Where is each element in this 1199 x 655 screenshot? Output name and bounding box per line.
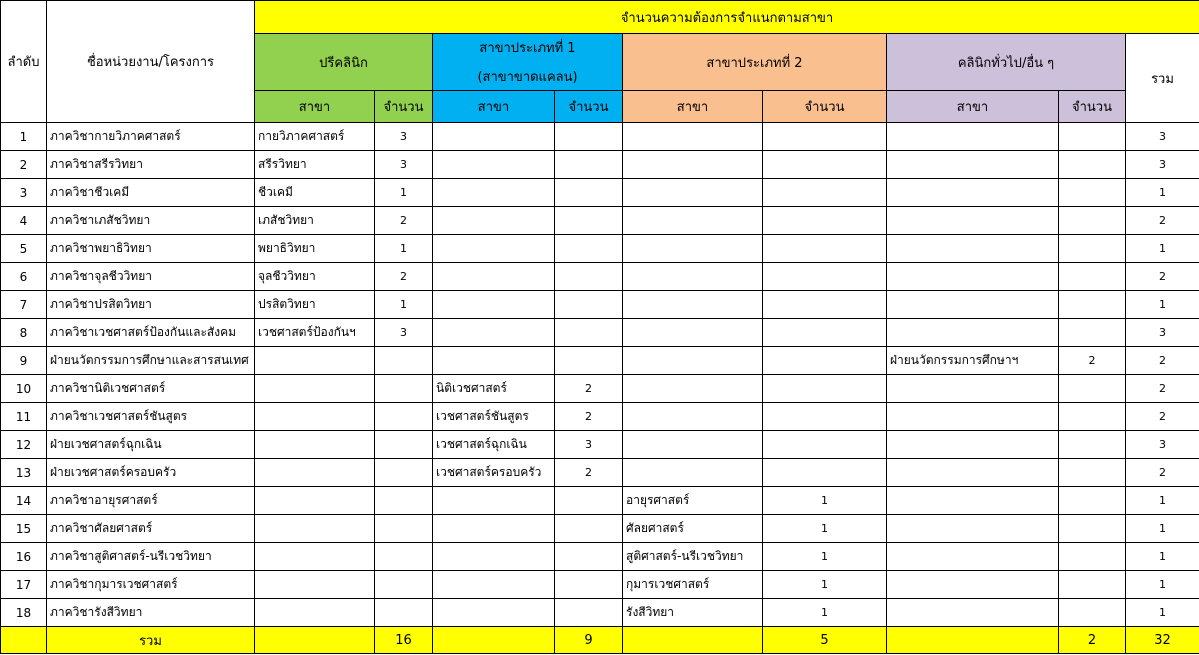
row-count: 3 bbox=[375, 151, 433, 179]
row-unit: ภาควิชาพยาธิวิทยา bbox=[47, 235, 255, 263]
row-count: 1 bbox=[763, 515, 887, 543]
empty-cell bbox=[763, 347, 887, 375]
empty-cell bbox=[763, 235, 887, 263]
row-no: 13 bbox=[1, 459, 47, 487]
row-count: 1 bbox=[763, 599, 887, 627]
table-row bbox=[1, 543, 1199, 571]
row-unit: ภาควิชาสูติศาสตร์-นรีเวชวิทยา bbox=[47, 543, 255, 571]
empty-cell bbox=[255, 403, 375, 431]
empty-cell bbox=[887, 487, 1059, 515]
row-no: 17 bbox=[1, 571, 47, 599]
row-total: 3 bbox=[1126, 123, 1199, 151]
subheader-branch: สาขา bbox=[255, 91, 375, 123]
row-count: 2 bbox=[555, 459, 623, 487]
empty-cell bbox=[887, 123, 1059, 151]
row-no: 6 bbox=[1, 263, 47, 291]
row-no: 12 bbox=[1, 431, 47, 459]
row-count: 1 bbox=[763, 487, 887, 515]
table-row bbox=[1, 599, 1199, 627]
row-total: 1 bbox=[1126, 291, 1199, 319]
row-branch: สูติศาสตร์-นรีเวชวิทยา bbox=[623, 543, 763, 571]
row-branch: สรีรวิทยา bbox=[255, 151, 375, 179]
empty-cell bbox=[1059, 403, 1126, 431]
empty-cell bbox=[1059, 123, 1126, 151]
empty-cell bbox=[763, 375, 887, 403]
empty-cell bbox=[887, 263, 1059, 291]
row-total: 2 bbox=[1126, 375, 1199, 403]
empty-cell bbox=[375, 515, 433, 543]
row-no: 9 bbox=[1, 347, 47, 375]
row-branch: ฝ่ายนวัตกรรมการศึกษาฯ bbox=[887, 347, 1059, 375]
row-no: 5 bbox=[1, 235, 47, 263]
row-no: 4 bbox=[1, 207, 47, 235]
row-total: 1 bbox=[1126, 487, 1199, 515]
row-unit: ฝ่ายนวัตกรรมการศึกษาและสารสนเทศ bbox=[47, 347, 255, 375]
totals-blank bbox=[1, 627, 47, 654]
subheader-branch: สาขา bbox=[623, 91, 763, 123]
subheader-count: จำนวน bbox=[763, 91, 887, 123]
empty-cell bbox=[887, 459, 1059, 487]
empty-cell bbox=[1059, 235, 1126, 263]
empty-cell bbox=[255, 459, 375, 487]
table-row bbox=[1, 487, 1199, 515]
empty-cell bbox=[375, 571, 433, 599]
row-count: 3 bbox=[555, 431, 623, 459]
row-count: 1 bbox=[763, 571, 887, 599]
empty-cell bbox=[433, 179, 555, 207]
row-count: 2 bbox=[555, 403, 623, 431]
empty-cell bbox=[555, 571, 623, 599]
empty-cell bbox=[623, 375, 763, 403]
empty-cell bbox=[433, 347, 555, 375]
row-branch: ศัลยศาสตร์ bbox=[623, 515, 763, 543]
row-no: 1 bbox=[1, 123, 47, 151]
empty-cell bbox=[623, 151, 763, 179]
row-no: 7 bbox=[1, 291, 47, 319]
row-no: 18 bbox=[1, 599, 47, 627]
header-no: ลำดับ bbox=[1, 1, 47, 123]
row-total: 3 bbox=[1126, 431, 1199, 459]
empty-cell bbox=[375, 459, 433, 487]
empty-cell bbox=[1059, 487, 1126, 515]
empty-cell bbox=[623, 179, 763, 207]
row-unit: ภาควิชาจุลชีววิทยา bbox=[47, 263, 255, 291]
row-count: 1 bbox=[375, 235, 433, 263]
empty-cell bbox=[763, 179, 887, 207]
row-branch: พยาธิวิทยา bbox=[255, 235, 375, 263]
empty-cell bbox=[623, 319, 763, 347]
table-row bbox=[1, 571, 1199, 599]
empty-cell bbox=[433, 263, 555, 291]
subheader-count: จำนวน bbox=[375, 91, 433, 123]
empty-cell bbox=[1059, 599, 1126, 627]
table-row bbox=[1, 347, 1199, 375]
row-no: 15 bbox=[1, 515, 47, 543]
empty-cell bbox=[763, 291, 887, 319]
row-unit: ภาควิชาเภสัชวิทยา bbox=[47, 207, 255, 235]
empty-cell bbox=[887, 235, 1059, 263]
row-total: 1 bbox=[1126, 515, 1199, 543]
row-count: 1 bbox=[763, 543, 887, 571]
row-unit: ภาควิชาสรีรวิทยา bbox=[47, 151, 255, 179]
table-row bbox=[1, 515, 1199, 543]
empty-cell bbox=[433, 235, 555, 263]
table-row bbox=[1, 459, 1199, 487]
row-branch: เวชศาสตร์ชันสูตร bbox=[433, 403, 555, 431]
row-total: 2 bbox=[1126, 347, 1199, 375]
empty-cell bbox=[255, 431, 375, 459]
empty-cell bbox=[887, 319, 1059, 347]
row-branch: เภสัชวิทยา bbox=[255, 207, 375, 235]
empty-cell bbox=[555, 291, 623, 319]
row-branch: ปรสิตวิทยา bbox=[255, 291, 375, 319]
empty-cell bbox=[433, 515, 555, 543]
table-row bbox=[1, 263, 1199, 291]
totals-all: 32 bbox=[1126, 627, 1199, 654]
row-branch: กุมารเวชศาสตร์ bbox=[623, 571, 763, 599]
row-unit: ภาควิชาอายุรศาสตร์ bbox=[47, 487, 255, 515]
empty-cell bbox=[555, 347, 623, 375]
row-unit: ภาควิชากุมารเวชศาสตร์ bbox=[47, 571, 255, 599]
empty-cell bbox=[887, 375, 1059, 403]
row-total: 2 bbox=[1126, 459, 1199, 487]
table-row bbox=[1, 207, 1199, 235]
row-total: 1 bbox=[1126, 235, 1199, 263]
empty-cell bbox=[1059, 291, 1126, 319]
empty-cell bbox=[623, 459, 763, 487]
empty-cell bbox=[433, 207, 555, 235]
row-branch: เวชศาสตร์ครอบครัว bbox=[433, 459, 555, 487]
header-group-preclinic: ปรีคลินิก bbox=[255, 34, 433, 91]
row-unit: ฝ่ายเวชศาสตร์ครอบครัว bbox=[47, 459, 255, 487]
row-total: 3 bbox=[1126, 319, 1199, 347]
header-top-title: จำนวนความต้องการจำแนกตามสาขา bbox=[255, 1, 1199, 34]
empty-cell bbox=[1059, 151, 1126, 179]
table-row bbox=[1, 179, 1199, 207]
row-count: 3 bbox=[375, 319, 433, 347]
row-no: 11 bbox=[1, 403, 47, 431]
row-count: 3 bbox=[375, 123, 433, 151]
empty-cell bbox=[763, 431, 887, 459]
empty-cell bbox=[255, 515, 375, 543]
row-no: 3 bbox=[1, 179, 47, 207]
empty-cell bbox=[1059, 207, 1126, 235]
row-total: 1 bbox=[1126, 543, 1199, 571]
row-unit: ภาควิชารังสีวิทยา bbox=[47, 599, 255, 627]
totals-type1: 9 bbox=[555, 627, 623, 654]
empty-cell bbox=[887, 151, 1059, 179]
row-unit: ฝ่ายเวชศาสตร์ฉุกเฉิน bbox=[47, 431, 255, 459]
empty-cell bbox=[255, 487, 375, 515]
empty-cell bbox=[763, 123, 887, 151]
empty-cell bbox=[887, 179, 1059, 207]
empty-cell bbox=[555, 319, 623, 347]
row-total: 1 bbox=[1126, 599, 1199, 627]
empty-cell bbox=[623, 263, 763, 291]
empty-cell bbox=[555, 543, 623, 571]
empty-cell bbox=[555, 599, 623, 627]
row-branch: จุลชีววิทยา bbox=[255, 263, 375, 291]
table-row bbox=[1, 151, 1199, 179]
totals-row bbox=[1, 627, 1199, 654]
empty-cell bbox=[375, 431, 433, 459]
table-body bbox=[1, 123, 1199, 627]
header-total: รวม bbox=[1126, 34, 1199, 123]
empty-cell bbox=[763, 403, 887, 431]
empty-cell bbox=[433, 543, 555, 571]
row-total: 2 bbox=[1126, 207, 1199, 235]
empty-cell bbox=[623, 291, 763, 319]
empty-cell bbox=[1059, 375, 1126, 403]
empty-cell bbox=[433, 599, 555, 627]
empty-cell bbox=[623, 207, 763, 235]
empty-cell bbox=[555, 515, 623, 543]
empty-cell bbox=[623, 431, 763, 459]
totals-preclinic: 16 bbox=[375, 627, 433, 654]
empty-cell bbox=[555, 179, 623, 207]
header-group-type1-line2: (สาขาขาดแคลน) bbox=[477, 70, 578, 85]
row-count: 2 bbox=[555, 375, 623, 403]
row-branch: กายวิภาคศาสตร์ bbox=[255, 123, 375, 151]
row-unit: ภาควิชากายวิภาคศาสตร์ bbox=[47, 123, 255, 151]
empty-cell bbox=[887, 543, 1059, 571]
empty-cell bbox=[433, 123, 555, 151]
row-branch: ชีวเคมี bbox=[255, 179, 375, 207]
row-unit: ภาควิชาศัลยศาสตร์ bbox=[47, 515, 255, 543]
empty-cell bbox=[433, 151, 555, 179]
empty-cell bbox=[623, 403, 763, 431]
empty-cell bbox=[1059, 431, 1126, 459]
row-count: 2 bbox=[375, 207, 433, 235]
subheader-count: จำนวน bbox=[555, 91, 623, 123]
row-total: 2 bbox=[1126, 403, 1199, 431]
table-row bbox=[1, 403, 1199, 431]
row-no: 8 bbox=[1, 319, 47, 347]
empty-cell bbox=[555, 263, 623, 291]
empty-cell bbox=[433, 291, 555, 319]
empty-cell bbox=[887, 207, 1059, 235]
row-total: 1 bbox=[1126, 179, 1199, 207]
empty-cell bbox=[1059, 515, 1126, 543]
totals-blank bbox=[887, 627, 1059, 654]
table-row bbox=[1, 291, 1199, 319]
row-count: 1 bbox=[375, 291, 433, 319]
row-branch: อายุรศาสตร์ bbox=[623, 487, 763, 515]
table-row bbox=[1, 123, 1199, 151]
header-group-general: คลินิกทั่วไป/อื่น ๆ bbox=[887, 34, 1126, 91]
empty-cell bbox=[887, 599, 1059, 627]
header-group-type1-line1: สาขาประเภทที่ 1 bbox=[479, 41, 576, 56]
empty-cell bbox=[555, 235, 623, 263]
empty-cell bbox=[375, 403, 433, 431]
row-count: 2 bbox=[375, 263, 433, 291]
empty-cell bbox=[887, 403, 1059, 431]
empty-cell bbox=[623, 235, 763, 263]
empty-cell bbox=[255, 375, 375, 403]
row-branch: เวชศาสตร์ฉุกเฉิน bbox=[433, 431, 555, 459]
empty-cell bbox=[887, 515, 1059, 543]
empty-cell bbox=[375, 375, 433, 403]
row-unit: ภาควิชานิติเวชศาสตร์ bbox=[47, 375, 255, 403]
row-unit: ภาควิชาปรสิตวิทยา bbox=[47, 291, 255, 319]
totals-blank bbox=[623, 627, 763, 654]
row-total: 3 bbox=[1126, 151, 1199, 179]
empty-cell bbox=[1059, 319, 1126, 347]
row-branch: รังสีวิทยา bbox=[623, 599, 763, 627]
row-total: 2 bbox=[1126, 263, 1199, 291]
empty-cell bbox=[375, 347, 433, 375]
empty-cell bbox=[375, 543, 433, 571]
totals-general: 2 bbox=[1059, 627, 1126, 654]
header-group-type1 bbox=[433, 34, 623, 91]
empty-cell bbox=[555, 487, 623, 515]
empty-cell bbox=[1059, 571, 1126, 599]
totals-blank bbox=[433, 627, 555, 654]
empty-cell bbox=[1059, 179, 1126, 207]
empty-cell bbox=[255, 571, 375, 599]
subheader-count: จำนวน bbox=[1059, 91, 1126, 123]
empty-cell bbox=[1059, 543, 1126, 571]
subheader-branch: สาขา bbox=[887, 91, 1059, 123]
row-no: 2 bbox=[1, 151, 47, 179]
empty-cell bbox=[763, 151, 887, 179]
empty-cell bbox=[433, 319, 555, 347]
totals-type2: 5 bbox=[763, 627, 887, 654]
table-row bbox=[1, 235, 1199, 263]
empty-cell bbox=[763, 459, 887, 487]
header-group-type2: สาขาประเภทที่ 2 bbox=[623, 34, 887, 91]
empty-cell bbox=[375, 599, 433, 627]
row-total: 1 bbox=[1126, 571, 1199, 599]
row-no: 10 bbox=[1, 375, 47, 403]
empty-cell bbox=[887, 431, 1059, 459]
empty-cell bbox=[433, 487, 555, 515]
table-row bbox=[1, 375, 1199, 403]
empty-cell bbox=[255, 347, 375, 375]
empty-cell bbox=[375, 487, 433, 515]
row-unit: ภาควิชาชีวเคมี bbox=[47, 179, 255, 207]
empty-cell bbox=[623, 123, 763, 151]
row-count: 2 bbox=[1059, 347, 1126, 375]
empty-cell bbox=[763, 263, 887, 291]
empty-cell bbox=[555, 151, 623, 179]
row-count: 1 bbox=[375, 179, 433, 207]
empty-cell bbox=[887, 291, 1059, 319]
empty-cell bbox=[255, 543, 375, 571]
row-branch: นิติเวชศาสตร์ bbox=[433, 375, 555, 403]
row-unit: ภาควิชาเวชศาสตร์ชันสูตร bbox=[47, 403, 255, 431]
empty-cell bbox=[887, 571, 1059, 599]
empty-cell bbox=[555, 207, 623, 235]
table-row bbox=[1, 319, 1199, 347]
row-no: 16 bbox=[1, 543, 47, 571]
empty-cell bbox=[555, 123, 623, 151]
empty-cell bbox=[763, 319, 887, 347]
empty-cell bbox=[623, 347, 763, 375]
subheader-branch: สาขา bbox=[433, 91, 555, 123]
empty-cell bbox=[1059, 263, 1126, 291]
row-unit: ภาควิชาเวชศาสตร์ป้องกันและสังคม bbox=[47, 319, 255, 347]
empty-cell bbox=[255, 599, 375, 627]
totals-label: รวม bbox=[47, 627, 255, 654]
header-unit: ชื่อหน่วยงาน/โครงการ bbox=[47, 1, 255, 123]
row-no: 14 bbox=[1, 487, 47, 515]
table-row bbox=[1, 431, 1199, 459]
empty-cell bbox=[763, 207, 887, 235]
totals-blank bbox=[255, 627, 375, 654]
row-branch: เวชศาสตร์ป้องกันฯ bbox=[255, 319, 375, 347]
empty-cell bbox=[1059, 459, 1126, 487]
empty-cell bbox=[433, 571, 555, 599]
